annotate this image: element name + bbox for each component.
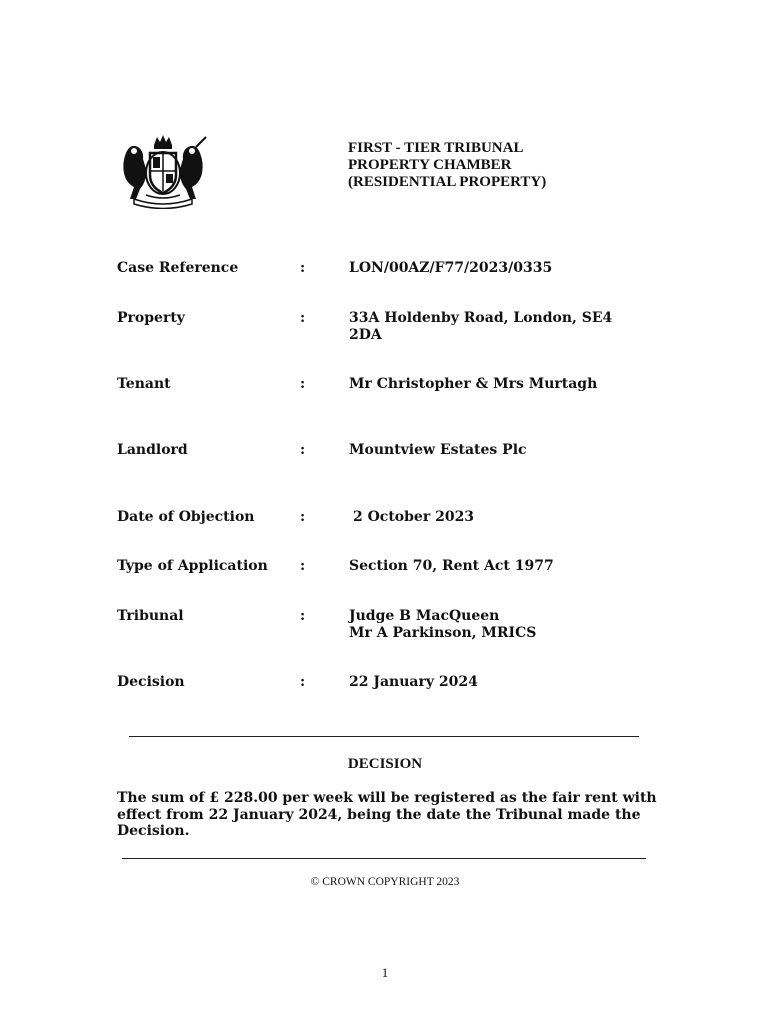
separator: : xyxy=(300,260,306,276)
separator: : xyxy=(300,608,306,624)
decision-text: The sum of £ 228.00 per week will be registered as the fair rent with effect from 22 January 2024, being the date the Tribunal made the Decision. xyxy=(117,790,657,839)
separator: : xyxy=(300,558,306,574)
date-of-objection-label: Date of Objection xyxy=(117,509,255,525)
property-value xyxy=(349,310,649,344)
case-reference-value: LON/00AZ/F77/2023/0335 xyxy=(349,260,553,276)
tenant-label: Tenant xyxy=(117,376,171,392)
type-of-application-label: Type of Application xyxy=(117,558,268,574)
landlord-label: Landlord xyxy=(117,442,188,458)
divider xyxy=(122,858,646,859)
divider xyxy=(129,736,639,737)
separator: : xyxy=(300,310,306,326)
separator: : xyxy=(300,674,306,690)
property-value-line-2: 2DA xyxy=(349,327,382,343)
landlord-value: Mountview Estates Plc xyxy=(349,442,527,458)
tenant-value: Mr Christopher & Mrs Murtagh xyxy=(349,376,598,392)
date-of-objection-value: 2 October 2023 xyxy=(353,509,475,525)
decision-heading: DECISION xyxy=(347,756,423,772)
header-line-1: FIRST - TIER TRIBUNAL xyxy=(348,140,524,156)
header-line-3: (RESIDENTIAL PROPERTY) xyxy=(348,174,547,190)
decision-date-value: 22 January 2024 xyxy=(349,674,478,690)
property-label: Property xyxy=(117,310,185,326)
copyright-notice: © CROWN COPYRIGHT 2023 xyxy=(310,876,460,888)
tribunal-header xyxy=(348,140,546,191)
type-of-application-value: Section 70, Rent Act 1977 xyxy=(349,558,554,574)
separator: : xyxy=(300,376,306,392)
page-number: 1 xyxy=(381,965,389,980)
tribunal-label: Tribunal xyxy=(117,608,184,624)
case-reference-label: Case Reference xyxy=(117,260,239,276)
royal-coat-of-arms-icon xyxy=(116,133,210,209)
property-value-line-1: 33A Holdenby Road, London, SE4 xyxy=(349,310,613,326)
separator: : xyxy=(300,509,306,525)
decision-label: Decision xyxy=(117,674,185,690)
tribunal-member-2: Mr A Parkinson, MRICS xyxy=(349,625,537,641)
header-line-2: PROPERTY CHAMBER xyxy=(348,157,512,173)
tribunal-value xyxy=(349,608,649,642)
separator: : xyxy=(300,442,306,458)
tribunal-member-1: Judge B MacQueen xyxy=(349,608,500,624)
